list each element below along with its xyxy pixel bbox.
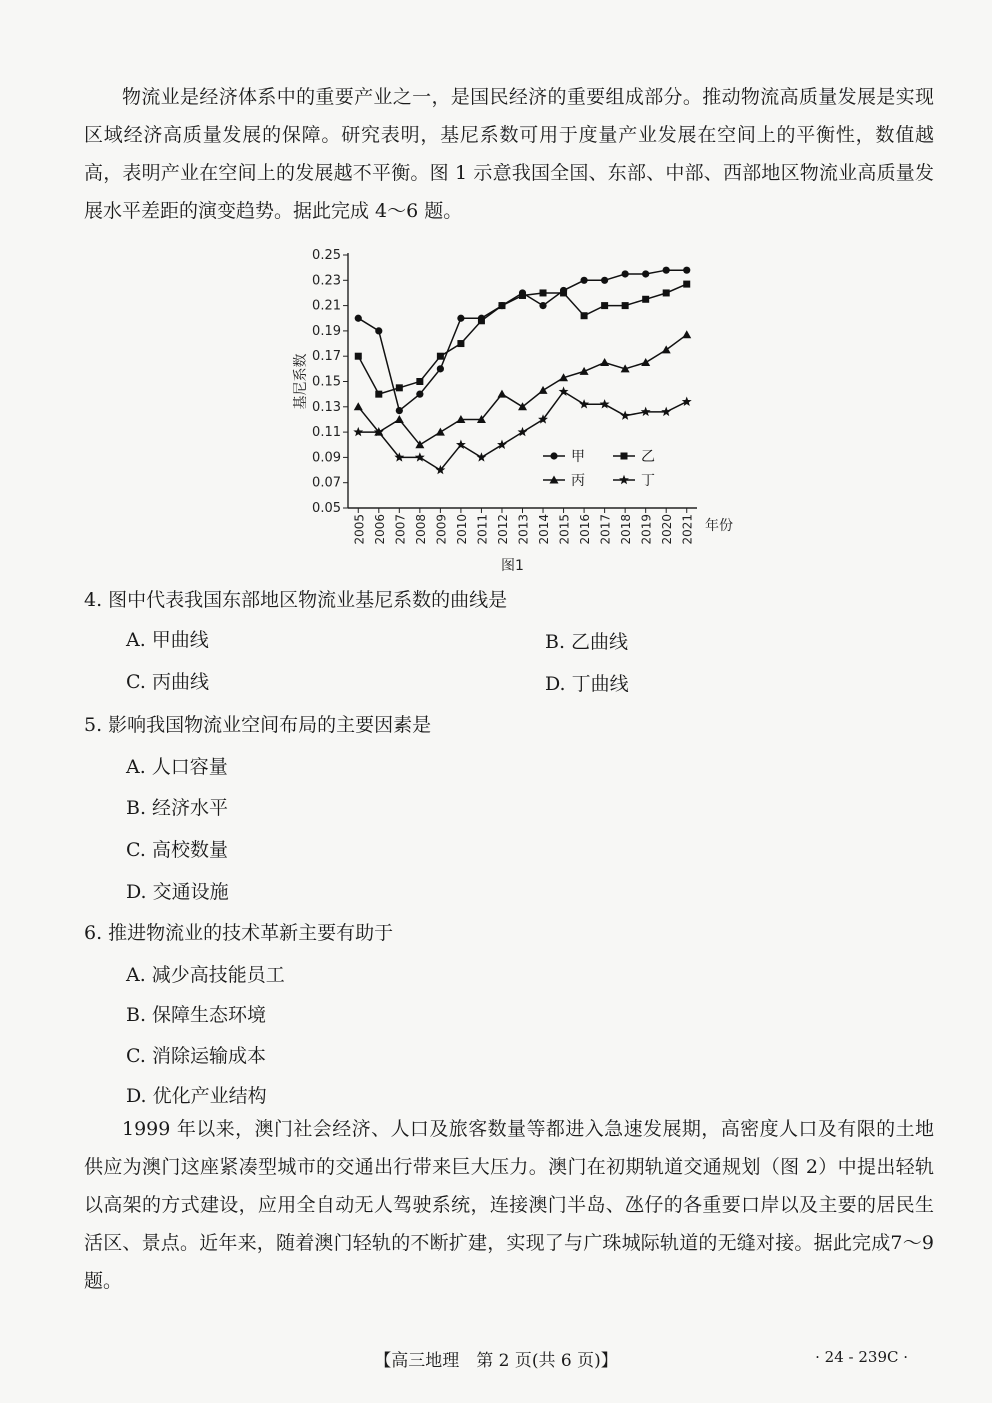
data-point-star bbox=[353, 427, 363, 436]
data-point-triangle bbox=[354, 402, 363, 410]
q4-option-c[interactable]: C. 丙曲线 bbox=[126, 671, 209, 693]
y-tick-label: 0.15 bbox=[312, 374, 341, 390]
question-4-stem: 4. 图中代表我国东部地区物流业基尼系数的曲线是 bbox=[84, 589, 508, 611]
y-axis-title: 基尼系数 bbox=[293, 353, 309, 410]
page-footer-code: · 24 - 239C · bbox=[815, 1348, 908, 1366]
data-point-circle bbox=[601, 277, 608, 284]
data-point-star bbox=[620, 410, 630, 419]
data-point-square bbox=[642, 296, 649, 303]
data-point-star bbox=[477, 452, 487, 461]
x-tick-label: 2013 bbox=[516, 514, 531, 545]
legend-item bbox=[613, 473, 655, 489]
q5-option-c[interactable]: C. 高校数量 bbox=[126, 839, 228, 861]
data-point-square bbox=[498, 302, 505, 309]
data-point-triangle bbox=[395, 415, 404, 423]
figure-caption: 图1 bbox=[501, 558, 524, 573]
data-point-triangle bbox=[436, 428, 445, 436]
y-tick-label: 0.07 bbox=[312, 475, 341, 491]
x-tick-label: 2016 bbox=[578, 514, 593, 545]
data-point-star bbox=[579, 399, 589, 408]
q5-option-d[interactable]: D. 交通设施 bbox=[126, 881, 229, 903]
data-point-square bbox=[437, 353, 444, 360]
x-tick-label: 2015 bbox=[557, 514, 572, 545]
x-tick-label: 2017 bbox=[598, 514, 613, 545]
data-point-square bbox=[560, 289, 567, 296]
data-point-circle bbox=[663, 267, 670, 274]
q5-option-b[interactable]: B. 经济水平 bbox=[126, 797, 229, 819]
data-point-square bbox=[478, 317, 485, 324]
data-point-square bbox=[581, 312, 588, 319]
data-point-circle bbox=[457, 315, 464, 322]
x-axis-title: 年份 bbox=[705, 518, 733, 534]
data-point-circle bbox=[396, 407, 403, 414]
x-tick-label: 2014 bbox=[537, 514, 552, 545]
data-point-triangle bbox=[600, 358, 609, 366]
data-point-square bbox=[416, 378, 423, 385]
legend-label: 乙 bbox=[641, 449, 655, 465]
q4-option-d[interactable]: D. 丁曲线 bbox=[545, 673, 629, 695]
data-point-triangle bbox=[580, 367, 589, 375]
y-tick-label: 0.25 bbox=[312, 248, 341, 263]
legend-marker-circle bbox=[550, 452, 557, 459]
page-footer-title: 【高三地理 第 2 页(共 6 页)】 bbox=[374, 1351, 618, 1371]
y-tick-label: 0.23 bbox=[312, 273, 341, 289]
q6-option-d[interactable]: D. 优化产业结构 bbox=[126, 1085, 267, 1107]
x-tick-label: 2008 bbox=[413, 514, 428, 545]
y-tick-label: 0.09 bbox=[312, 450, 341, 466]
chart-plot-area bbox=[353, 267, 691, 475]
data-point-circle bbox=[622, 270, 629, 277]
data-point-circle bbox=[437, 365, 444, 372]
passage-macau-lrt: 1999 年以来，澳门社会经济、人口及旅客数量等都进入急速发展期，高密度人口及有限的土地供应为澳门这座紧凑型城市的交通出行带来巨大压力。澳门在初期轨道交通规划（图 2）中提出轻轨以高架的方式建设，应用全自动无人驾驶系统，连接澳门半岛、氹仔的各重要口岸以及主要的居民生活区、景点。近年来，随着澳门轻轨的不断扩建，实现了与广珠城际轨道的无缝对接。据此完成7～9 题。 bbox=[84, 1118, 934, 1292]
question-6-stem: 6. 推进物流业的技术革新主要有助于 bbox=[84, 922, 394, 944]
x-tick-label: 2020 bbox=[660, 514, 675, 545]
x-tick-label: 2005 bbox=[352, 514, 367, 545]
y-tick-label: 0.17 bbox=[312, 349, 341, 365]
q5-option-a[interactable]: A. 人口容量 bbox=[126, 756, 228, 778]
series-line-乙 bbox=[358, 284, 686, 394]
data-point-circle bbox=[683, 267, 690, 274]
legend-item bbox=[613, 449, 655, 465]
x-tick-label: 2021 bbox=[680, 514, 695, 545]
question-5-stem: 5. 影响我国物流业空间布局的主要因素是 bbox=[84, 714, 432, 736]
data-point-circle bbox=[642, 270, 649, 277]
q6-option-b[interactable]: B. 保障生态环境 bbox=[126, 1004, 267, 1026]
x-tick-label: 2011 bbox=[475, 514, 490, 545]
data-point-triangle bbox=[682, 330, 691, 338]
data-point-triangle bbox=[662, 345, 671, 353]
x-tick-label: 2018 bbox=[619, 514, 634, 545]
data-point-star bbox=[682, 397, 692, 406]
data-point-circle bbox=[416, 391, 423, 398]
data-point-star bbox=[661, 407, 671, 416]
x-tick-label: 2010 bbox=[454, 514, 469, 545]
legend-item bbox=[543, 473, 585, 489]
data-point-triangle bbox=[497, 390, 506, 398]
data-point-square bbox=[663, 289, 670, 296]
data-point-circle bbox=[355, 315, 362, 322]
data-point-square bbox=[355, 353, 362, 360]
data-point-triangle bbox=[641, 358, 650, 366]
gini-line-chart bbox=[285, 238, 755, 573]
series-1 bbox=[355, 267, 691, 415]
data-point-square bbox=[396, 384, 403, 391]
y-tick-label: 0.19 bbox=[312, 323, 341, 339]
data-point-square bbox=[457, 340, 464, 347]
q4-option-b[interactable]: B. 乙曲线 bbox=[545, 631, 629, 653]
data-point-square bbox=[375, 391, 382, 398]
x-tick-label: 2009 bbox=[434, 514, 449, 545]
data-point-square bbox=[683, 281, 690, 288]
y-tick-label: 0.11 bbox=[312, 425, 341, 441]
x-tick-label: 2007 bbox=[393, 514, 408, 545]
series-2 bbox=[355, 281, 690, 398]
legend-label: 丁 bbox=[641, 473, 655, 489]
q6-option-a[interactable]: A. 减少高技能员工 bbox=[126, 964, 285, 986]
chart-legend bbox=[543, 449, 655, 489]
x-tick-label: 2019 bbox=[639, 514, 654, 545]
x-tick-label: 2006 bbox=[372, 514, 387, 545]
y-tick-label: 0.13 bbox=[312, 399, 341, 415]
legend-item bbox=[543, 449, 585, 465]
data-point-square bbox=[540, 289, 547, 296]
data-point-circle bbox=[539, 302, 546, 309]
data-point-square bbox=[622, 302, 629, 309]
data-point-star bbox=[641, 407, 651, 416]
q4-option-a[interactable]: A. 甲曲线 bbox=[126, 629, 209, 651]
data-point-square bbox=[601, 302, 608, 309]
x-tick-label: 2012 bbox=[495, 514, 510, 545]
legend-label: 甲 bbox=[571, 449, 585, 465]
data-point-square bbox=[519, 292, 526, 299]
legend-label: 丙 bbox=[571, 473, 585, 489]
y-tick-label: 0.21 bbox=[312, 298, 341, 314]
q6-option-c[interactable]: C. 消除运输成本 bbox=[126, 1045, 266, 1067]
legend-marker-star bbox=[619, 475, 629, 484]
data-point-circle bbox=[580, 277, 587, 284]
y-tick-label: 0.05 bbox=[312, 501, 341, 516]
legend-marker-square bbox=[621, 453, 628, 460]
data-point-circle bbox=[375, 327, 382, 334]
passage-intro-logistics: 物流业是经济体系中的重要产业之一，是国民经济的重要组成部分。推动物流高质量发展是实现区域经济高质量发展的保障。研究表明，基尼系数可用于度量产业发展在空间上的平衡性，数值越高，表明产业在空间上的发展越不平衡。图 1 示意我国全国、东部、中部、西部地区物流业高质量发展水平差距的演变趋势。据此完成 4～6 题。 bbox=[84, 86, 934, 222]
data-point-triangle bbox=[539, 386, 548, 394]
